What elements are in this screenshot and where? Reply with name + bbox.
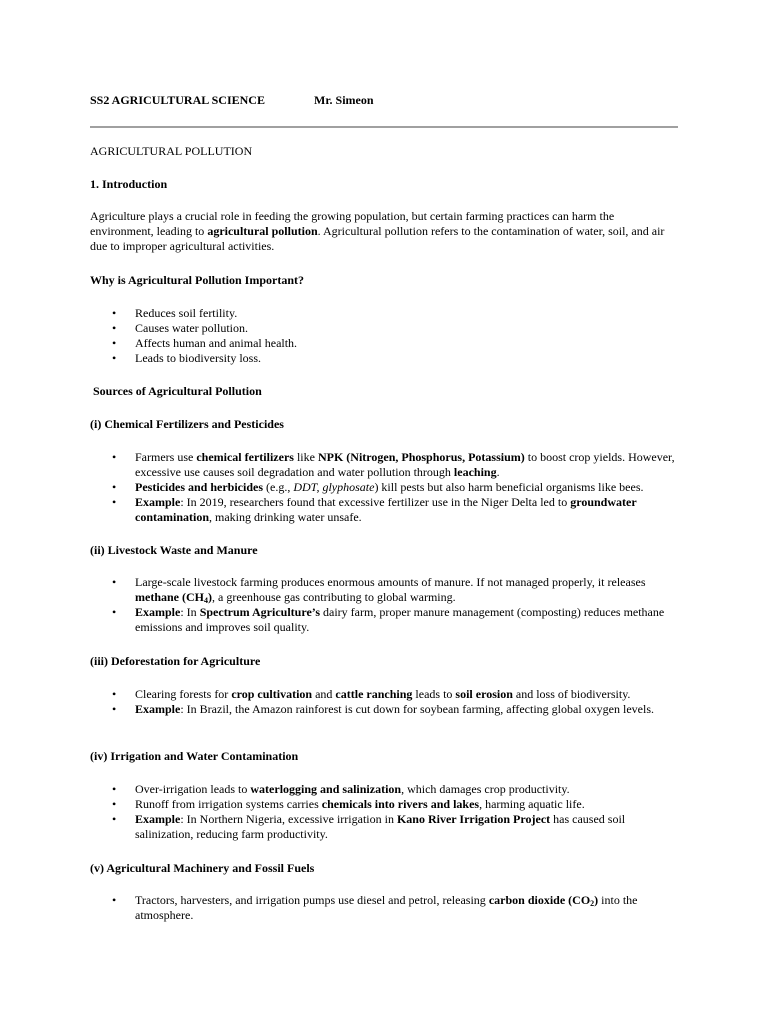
text: to boost crop yields. However, excessive use causes soil degradation and water pollution through <box>135 450 675 479</box>
text: , a greenhouse gas contributing to global warming. <box>212 590 456 604</box>
intro-heading: 1. Introduction <box>90 177 168 191</box>
list-item <box>90 893 678 923</box>
list-item <box>90 797 678 812</box>
section-list <box>90 893 678 923</box>
intro-paragraph <box>90 209 678 254</box>
text-bold: Example <box>135 605 181 619</box>
text-bold <box>489 893 598 907</box>
section-heading: (v) Agricultural Machinery and Fossil Fuels <box>90 861 315 875</box>
text-italic: DDT, glyphosate <box>293 480 375 494</box>
why-list <box>90 306 678 366</box>
text: : In Brazil, the Amazon rainforest is cut down for soybean farming, affecting global oxygen levels. <box>180 702 654 716</box>
list-item <box>90 605 678 635</box>
text-bold: NPK (Nitrogen, Phosphorus, Potassium) <box>317 450 525 464</box>
text: : In 2019, researchers found that excessive fertilizer use in the Niger Delta led to <box>180 495 571 509</box>
text-bold: leaching <box>453 465 497 479</box>
text: Farmers use <box>135 450 197 464</box>
text: Tractors, harvesters, and irrigation pumps use diesel and petrol, releasing <box>135 893 489 907</box>
list-item: • Reduces soil fertility. <box>90 306 678 321</box>
list-item <box>90 495 678 525</box>
list-item <box>90 782 678 797</box>
text-bold: Example <box>135 495 181 509</box>
text-bold: chemicals into rivers and lakes <box>321 797 480 811</box>
text-bold: ) <box>208 590 212 604</box>
list-item <box>90 575 678 605</box>
text: : In Northern Nigeria, excessive irrigation in <box>180 812 397 826</box>
section-heading: (i) Chemical Fertilizers and Pesticides <box>90 417 284 431</box>
list-item <box>90 702 678 717</box>
subject-label: SS2 AGRICULTURAL SCIENCE <box>90 93 265 107</box>
intro-text: Agriculture plays a crucial role in feeding the growing population, but certain farming practices can harm the environment, leading to <box>90 209 615 238</box>
text: , harming aquatic life. <box>479 797 585 811</box>
text: dairy farm, proper manure management (composting) reduces methane emissions and improves soil quality. <box>135 605 665 634</box>
text-bold: methane (CH <box>135 590 204 604</box>
header-divider <box>90 126 678 128</box>
text: , making drinking water unsafe. <box>209 510 362 524</box>
section-heading: (ii) Livestock Waste and Manure <box>90 543 258 557</box>
text-bold: chemical fertilizers <box>196 450 294 464</box>
text: leads to <box>412 687 456 701</box>
intro-text-end: . Agricultural pollution refers to the contamination of water, soil, and air due to improper agricultural activities. <box>90 224 665 253</box>
text-bold: Pesticides and herbicides <box>135 480 263 494</box>
text: (e.g., <box>263 480 294 494</box>
text: and <box>312 687 336 701</box>
section-heading: (iii) Deforestation for Agriculture <box>90 654 261 668</box>
text-bold: Spectrum Agriculture’s <box>199 605 321 619</box>
list-item: • Affects human and animal health. <box>90 336 678 351</box>
list-item: • Causes water pollution. <box>90 321 678 336</box>
text-bold: crop cultivation <box>231 687 313 701</box>
list-item: • Leads to biodiversity loss. <box>90 351 678 366</box>
section-heading: (iv) Irrigation and Water Contamination <box>90 749 299 763</box>
intro-text-bold: agricultural pollution <box>207 224 318 238</box>
text: into the atmosphere. <box>135 893 638 922</box>
subscript: 2 <box>590 899 595 908</box>
text: , which damages crop productivity. <box>401 782 570 796</box>
text: has caused soil salinization, reducing farm productivity. <box>135 812 626 841</box>
text-bold <box>135 590 212 604</box>
section-list <box>90 687 678 717</box>
text: and loss of biodiversity. <box>512 687 631 701</box>
text-bold: Example <box>135 812 181 826</box>
why-heading: Why is Agricultural Pollution Important? <box>90 273 305 287</box>
text: Clearing forests for <box>135 687 232 701</box>
document-title: AGRICULTURAL POLLUTION <box>90 144 253 158</box>
text: ) kill pests but also harm beneficial organisms like bees. <box>374 480 644 494</box>
document-header <box>90 93 374 108</box>
text-bold: soil erosion <box>455 687 513 701</box>
text-bold: cattle ranching <box>335 687 413 701</box>
text: Large-scale livestock farming produces enormous amounts of manure. If not managed properly, it releases <box>135 575 646 589</box>
teacher-name: Mr. Simeon <box>314 93 374 107</box>
text: Over-irrigation leads to <box>135 782 251 796</box>
text-bold: ) <box>594 893 599 907</box>
list-item <box>90 450 678 480</box>
text: Runoff from irrigation systems carries <box>135 797 322 811</box>
subscript: 4 <box>204 596 208 605</box>
text: like <box>293 450 318 464</box>
section-list <box>90 575 678 635</box>
section-list <box>90 782 678 842</box>
text-bold: Example <box>135 702 181 716</box>
list-item <box>90 687 678 702</box>
list-item <box>90 812 678 842</box>
text-bold: waterlogging and salinization <box>250 782 402 796</box>
text: : In <box>180 605 200 619</box>
text-bold: groundwater contamination <box>135 495 637 524</box>
text-bold: Kano River Irrigation Project <box>396 812 551 826</box>
list-item <box>90 480 678 495</box>
text-bold: carbon dioxide (CO <box>488 893 591 907</box>
section-list <box>90 450 678 525</box>
sources-heading: Sources of Agricultural Pollution <box>93 384 262 398</box>
text: . <box>496 465 500 479</box>
